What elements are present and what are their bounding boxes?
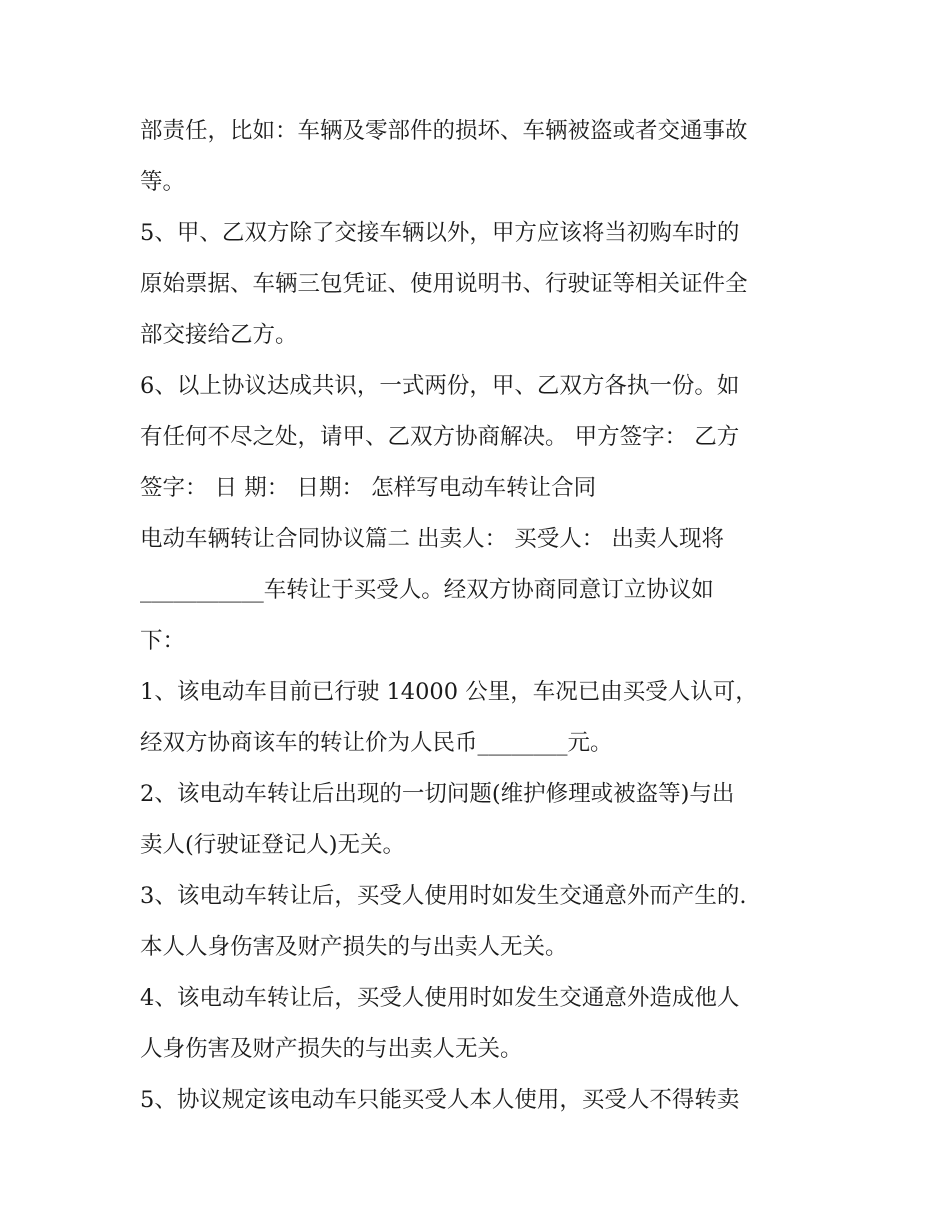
- text-line: 4、该电动车转让后，买受人使用时如发生交通意外造成他人: [140, 985, 740, 1011]
- text-line: 部责任，比如：车辆及零部件的损坏、车辆被盗或者交通事故: [140, 118, 748, 144]
- text-line: ___________车转让于买受人。经双方协商同意订立协议如: [140, 577, 714, 603]
- text-line: 经双方协商该车的转让价为人民币________元。: [140, 730, 613, 756]
- text-line: 有任何不尽之处，请甲、乙双方协商解决。 甲方签字： 乙方: [140, 424, 740, 450]
- text-line: 6、以上协议达成共识，一式两份，甲、乙双方各执一份。如: [140, 373, 740, 399]
- text-line: 5、协议规定该电动车只能买受人本人使用，买受人不得转卖: [140, 1087, 740, 1113]
- text-line: 人身伤害及财产损失的与出卖人无关。: [140, 1036, 523, 1062]
- text-line: 5、甲、乙双方除了交接车辆以外，甲方应该将当初购车时的: [140, 220, 740, 246]
- text-line: 签字： 日 期： 日期： 怎样写电动车转让合同: [140, 475, 597, 501]
- text-line: 卖人(行驶证登记人)无关。: [140, 832, 406, 858]
- document-body: [140, 106, 820, 1126]
- text-line: 原始票据、车辆三包凭证、使用说明书、行驶证等相关证件全: [140, 271, 748, 297]
- text-line: 等。: [140, 169, 186, 195]
- text-line: 3、该电动车转让后，买受人使用时如发生交通意外而产生的.: [140, 883, 747, 909]
- text-line: 部交接给乙方。: [140, 322, 298, 348]
- text-line: 下：: [140, 628, 186, 654]
- text-line: 1、该电动车目前已行驶 14000 公里，车况已由买受人认可，: [140, 679, 758, 705]
- text-line: 本人人身伤害及财产损失的与出卖人无关。: [140, 934, 568, 960]
- text-line: 2、该电动车转让后出现的一切问题(维护修理或被盗等)与出: [140, 781, 735, 807]
- text-line: 电动车辆转让合同协议篇二 出卖人： 买受人： 出卖人现将: [140, 526, 724, 552]
